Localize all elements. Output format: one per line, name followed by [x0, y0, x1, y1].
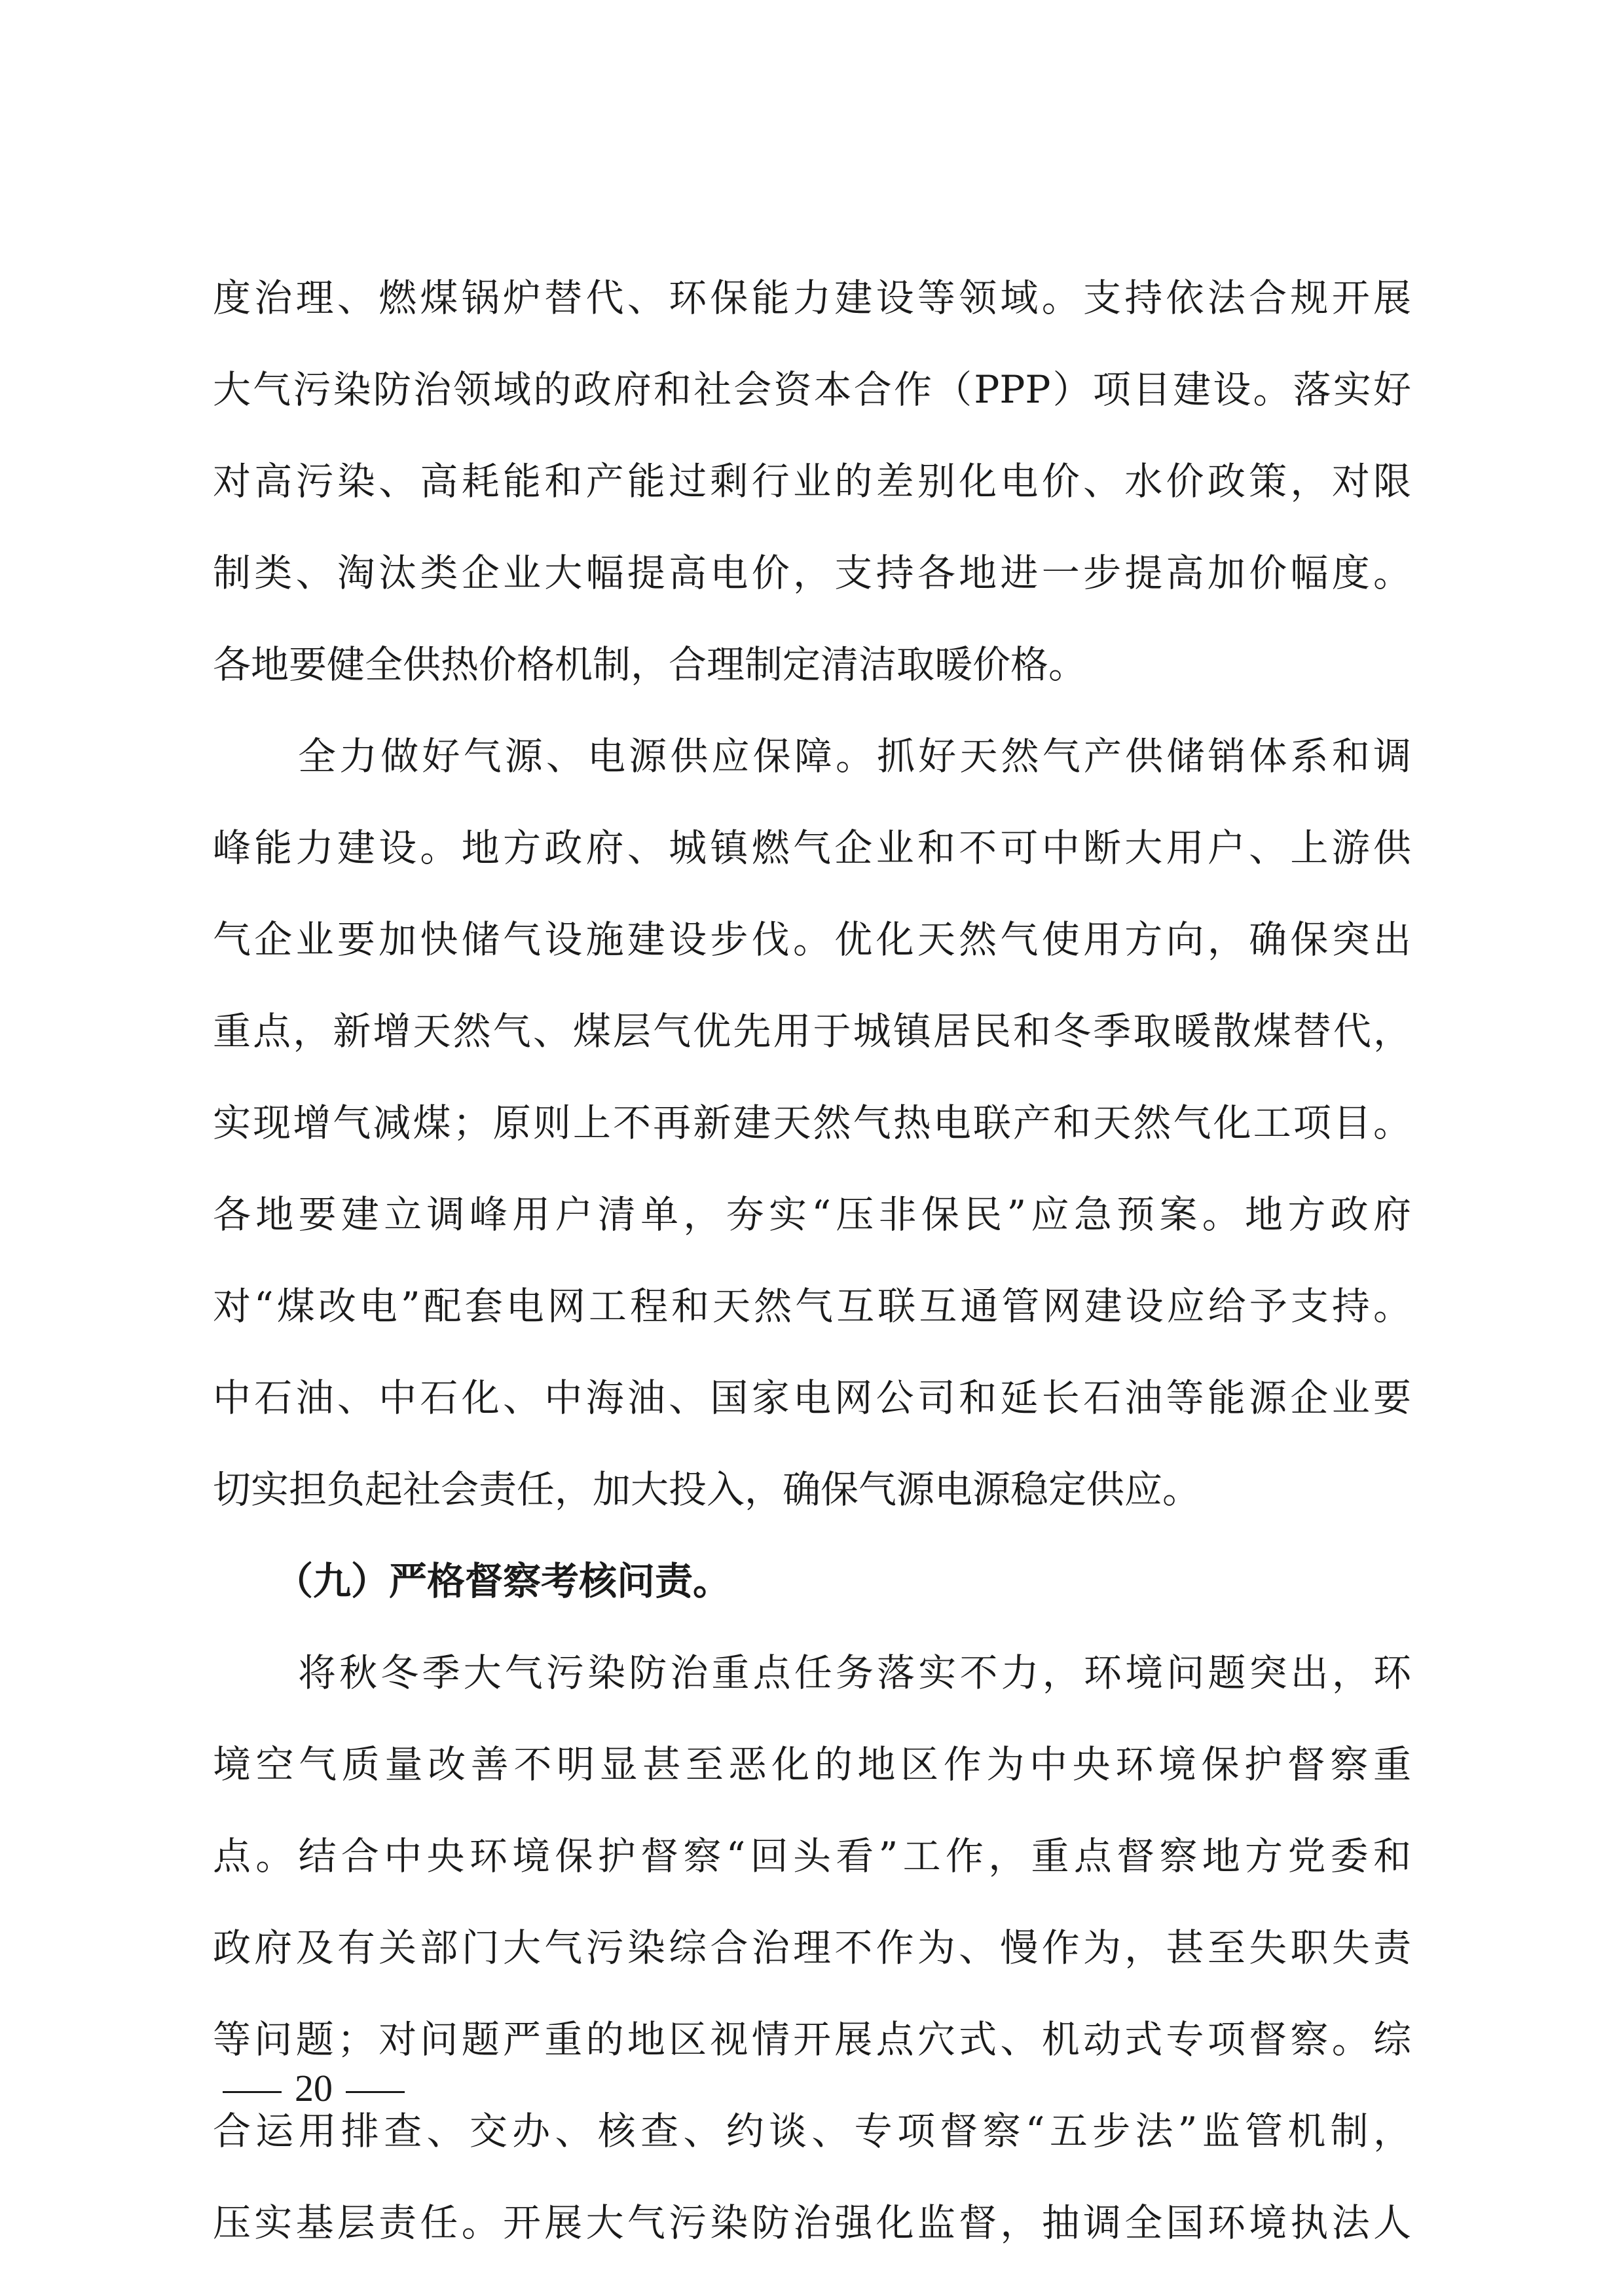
- page-number: 20: [295, 2067, 333, 2109]
- text-line: 对高污染、高耗能和产能过剩行业的差别化电价、水价政策，对限: [213, 459, 1411, 503]
- text-line: 合运用排查、交办、核查、约谈、专项督察“五步法”监管机制，: [213, 2109, 1411, 2153]
- text-line: 度治理、燃煤锅炉替代、环保能力建设等领域。支持依法合规开展: [213, 276, 1411, 320]
- footer-dash-right: [346, 2091, 405, 2093]
- text-line: 将秋冬季大气污染防治重点任务落实不力，环境问题突出，环: [298, 1650, 1411, 1695]
- footer-dash-left: [223, 2091, 282, 2093]
- text-line: 点。结合中央环境保护督察“回头看”工作，重点督察地方党委和: [213, 1834, 1411, 1878]
- text-line: 压实基层责任。开展大气污染防治强化监督，抽调全国环境执法人: [213, 2200, 1411, 2245]
- text-line: 大气污染防治领域的政府和社会资本合作（PPP）项目建设。落实好: [213, 367, 1411, 412]
- text-line: 境空气质量改善不明显甚至恶化的地区作为中央环境保护督察重: [213, 1742, 1411, 1787]
- text-line: 重点，新增天然气、煤层气优先用于城镇居民和冬季取暖散煤替代，: [213, 1009, 1411, 1053]
- text-line: 实现增气减煤；原则上不再新建天然气热电联产和天然气化工项目。: [213, 1101, 1411, 1145]
- text-line: 峰能力建设。地方政府、城镇燃气企业和不可中断大用户、上游供: [213, 826, 1411, 870]
- text-line: 各地要建立调峰用户清单，夯实“压非保民”应急预案。地方政府: [213, 1192, 1411, 1237]
- text-line: 对“煤改电”配套电网工程和天然气互联互通管网建设应给予支持。: [213, 1284, 1411, 1328]
- page-footer: [210, 2062, 418, 2115]
- text-line: 全力做好气源、电源供应保障。抓好天然气产供储销体系和调: [298, 734, 1411, 778]
- text-line: 政府及有关部门大气污染综合治理不作为、慢作为，甚至失职失责: [213, 1925, 1411, 1970]
- text-line: 制类、淘汰类企业大幅提高电价，支持各地进一步提高加价幅度。: [213, 551, 1411, 595]
- section-heading: （九）严格督察考核问责。: [275, 1559, 731, 1603]
- text-line: 等问题；对问题严重的地区视情开展点穴式、机动式专项督察。综: [213, 2017, 1411, 2062]
- text-line: 中石油、中石化、中海油、国家电网公司和延长石油等能源企业要: [213, 1376, 1411, 1420]
- text-line: 气企业要加快储气设施建设步伐。优化天然气使用方向，确保突出: [213, 917, 1411, 962]
- text-line: 切实担负起社会责任，加大投入，确保气源电源稳定供应。: [213, 1467, 1201, 1512]
- text-line: 各地要健全供热价格机制，合理制定清洁取暖价格。: [213, 642, 1087, 687]
